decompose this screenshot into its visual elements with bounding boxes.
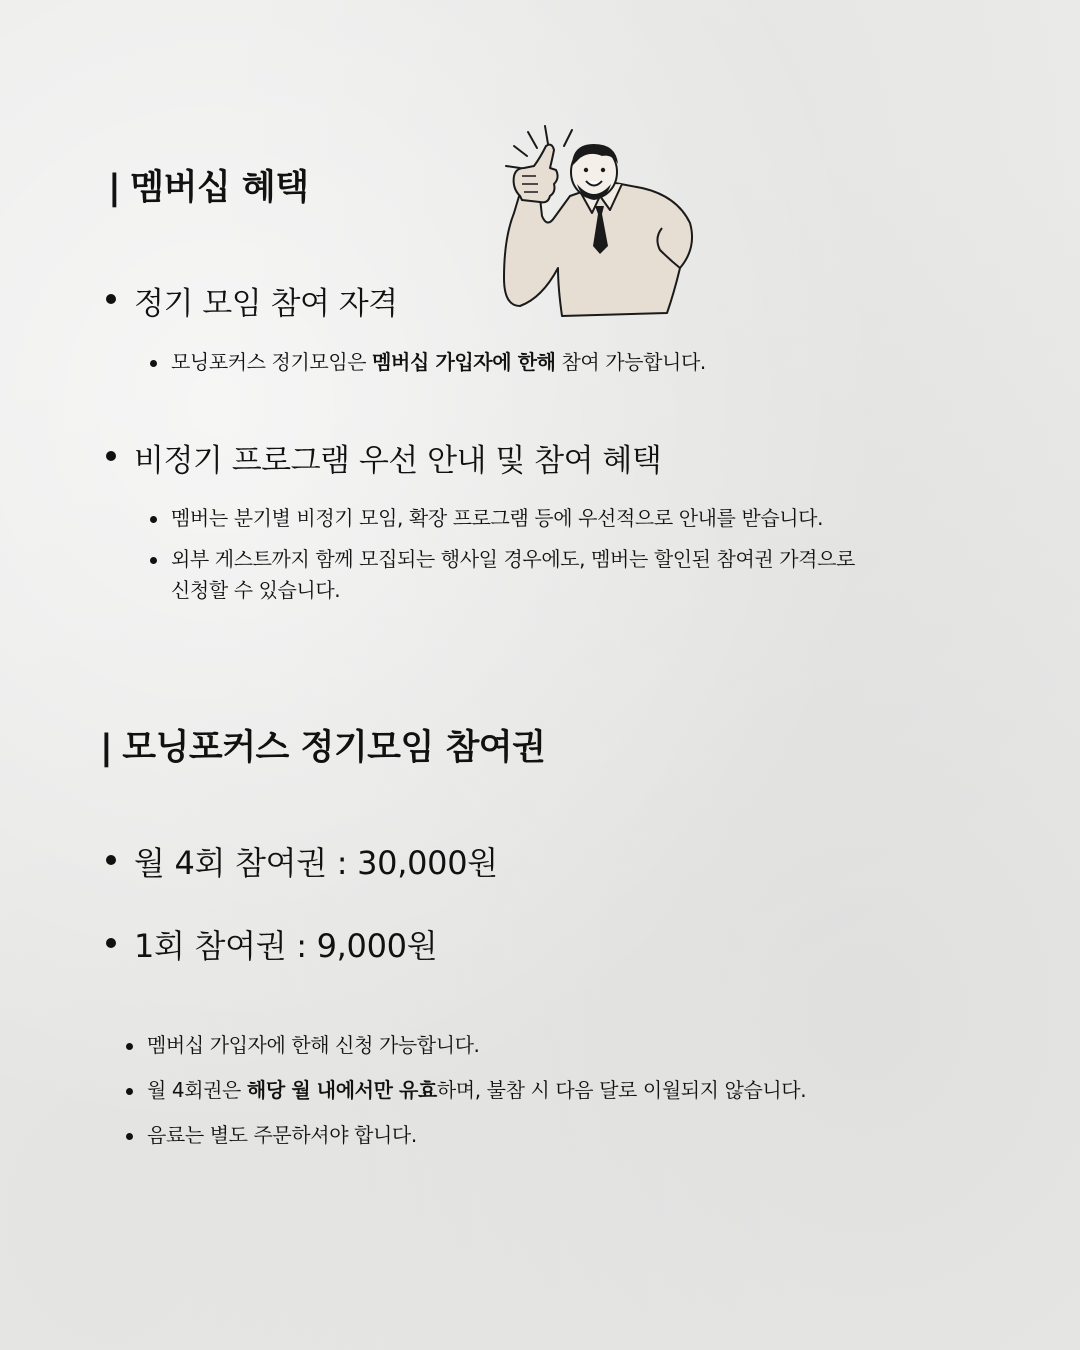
benefit-2-detail-2-text: 외부 게스트까지 함께 모집되는 행사일 경우에도, 멤버는 할인된 참여권 가격으로 bbox=[171, 547, 855, 571]
benefit-2-title bbox=[134, 435, 661, 480]
price-single-text: 1회 참여권 : 9,000원 bbox=[134, 927, 438, 965]
bullet-dot-icon bbox=[106, 451, 116, 461]
price-monthly-text: 월 4회 참여권 : 30,000원 bbox=[134, 844, 498, 882]
note-2 bbox=[147, 1075, 806, 1106]
benefit-1-detail-pre: 모닝포커스 정기모임은 bbox=[171, 350, 373, 374]
benefit-2-detail-1 bbox=[171, 503, 823, 534]
benefit-1-title-text: 정기 모임 참여 자격 bbox=[134, 286, 398, 322]
bullet-dot-icon bbox=[150, 516, 157, 523]
price-monthly bbox=[134, 838, 498, 884]
bullet-dot-icon bbox=[106, 938, 116, 948]
bullet-dot-icon bbox=[106, 855, 116, 865]
benefit-2-detail-2-cont bbox=[171, 575, 340, 606]
benefit-2-detail-2-cont-text: 신청할 수 있습니다. bbox=[171, 578, 341, 602]
note-2-pre: 월 4회권은 bbox=[147, 1078, 247, 1102]
note-1-text: 멤버십 가입자에 한해 신청 가능합니다. bbox=[147, 1033, 480, 1057]
note-1 bbox=[147, 1030, 480, 1061]
bullet-dot-icon bbox=[126, 1088, 133, 1095]
tickets-heading bbox=[100, 720, 545, 770]
price-single bbox=[134, 921, 437, 967]
note-3 bbox=[147, 1120, 417, 1151]
membership-heading bbox=[108, 160, 309, 210]
heading-text: 모닝포커스 정기모임 참여권 bbox=[122, 728, 546, 768]
bullet-dot-icon bbox=[126, 1043, 133, 1050]
heading-bar: | bbox=[100, 728, 113, 768]
benefit-2-detail-1-text: 멤버는 분기별 비정기 모임, 확장 프로그램 등에 우선적으로 안내를 받습니다. bbox=[171, 506, 824, 530]
bullet-dot-icon bbox=[150, 557, 157, 564]
benefit-2-detail-2 bbox=[171, 544, 855, 575]
bullet-dot-icon bbox=[126, 1133, 133, 1140]
bullet-dot-icon bbox=[106, 294, 116, 304]
heading-bar: | bbox=[108, 168, 121, 208]
heading-text: 멤버십 혜택 bbox=[130, 168, 309, 208]
bullet-dot-icon bbox=[150, 360, 157, 367]
benefit-1-detail-bold: 멤버십 가입자에 한해 bbox=[372, 350, 556, 374]
note-2-post: 하며, 불참 시 다음 달로 이월되지 않습니다. bbox=[436, 1078, 807, 1102]
thumbs-up-man-icon bbox=[492, 118, 702, 323]
note-2-bold: 해당 월 내에서만 유효 bbox=[246, 1078, 437, 1102]
benefit-1-detail-post: 참여 가능합니다. bbox=[555, 350, 706, 374]
note-3-text: 음료는 별도 주문하셔야 합니다. bbox=[147, 1123, 417, 1147]
benefit-1-detail bbox=[171, 347, 706, 378]
benefit-1-title bbox=[134, 278, 398, 323]
benefit-2-title-text: 비정기 프로그램 우선 안내 및 참여 혜택 bbox=[134, 443, 662, 479]
